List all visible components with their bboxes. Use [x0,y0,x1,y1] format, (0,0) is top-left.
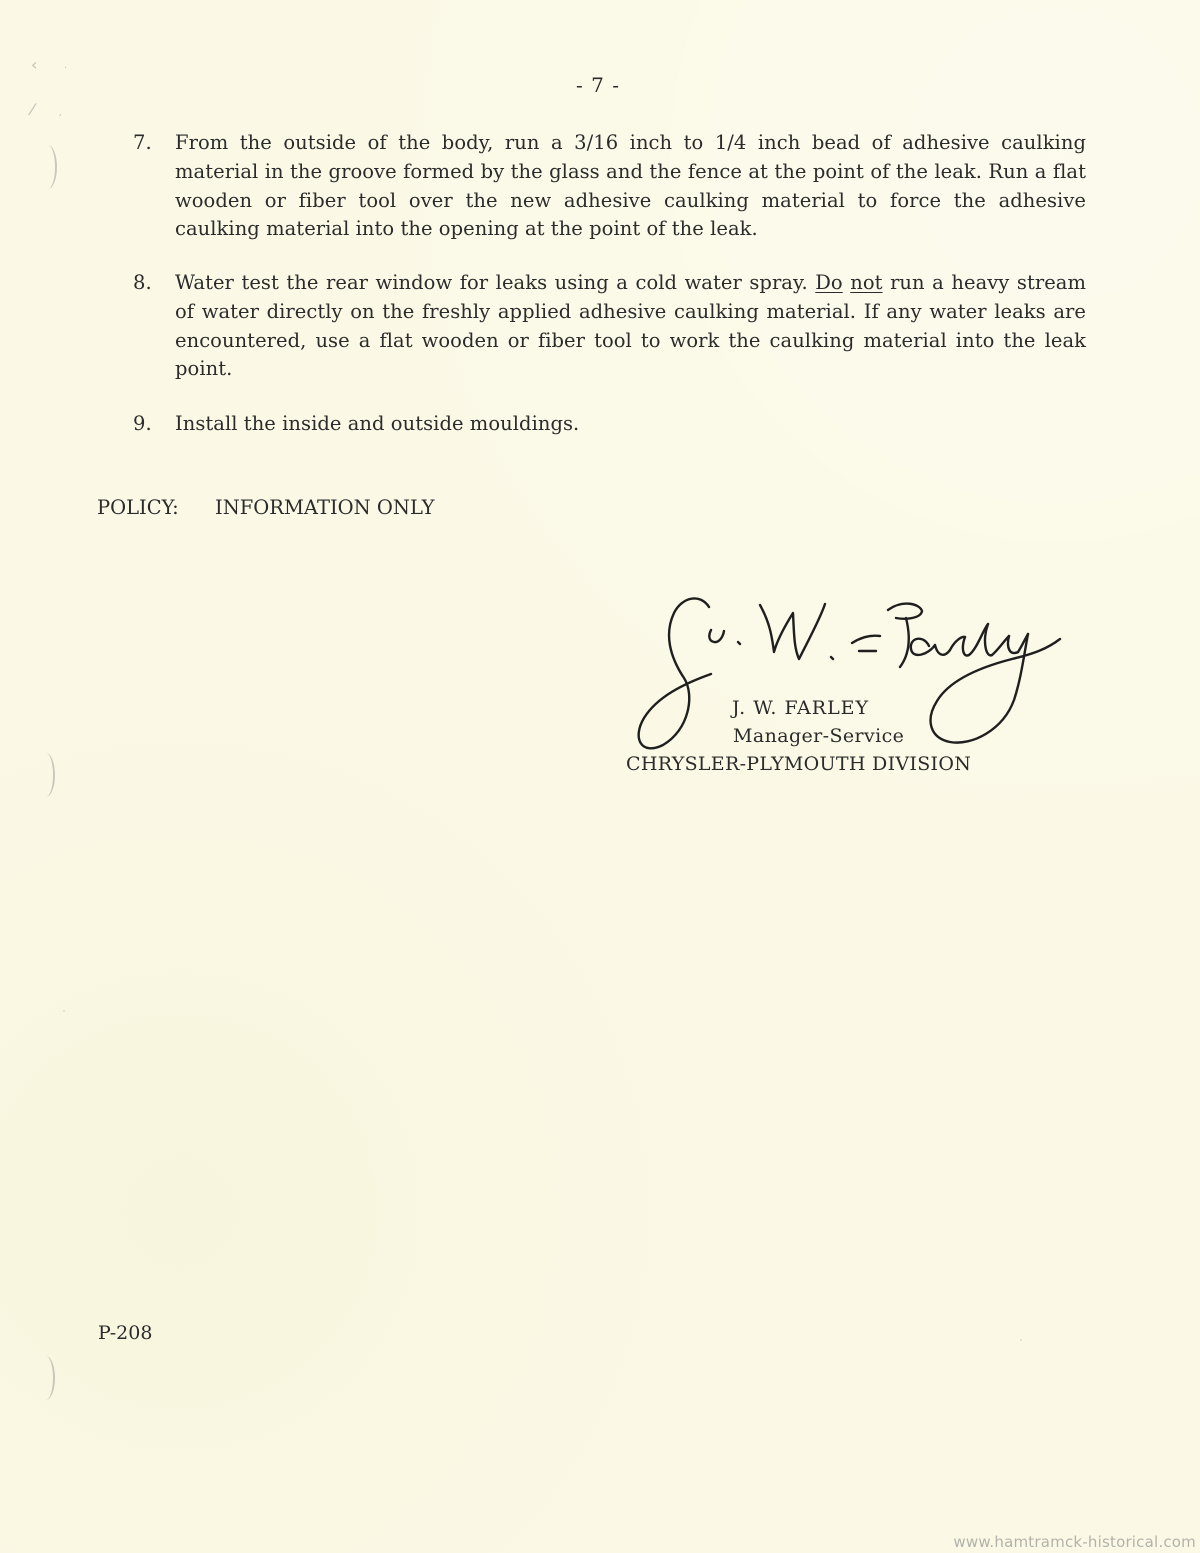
binder-hole-mark [39,145,57,189]
binder-hole-mark [37,1356,55,1400]
instruction-item-8 [133,269,1093,384]
paper-speck [1020,1339,1022,1341]
page-number: - 7 - [576,73,620,97]
emphasis-do: Do [815,271,843,294]
margin-pencil-mark: ′ [59,112,62,126]
emphasis-not: not [850,271,883,294]
item-number: 7. [133,131,152,154]
instruction-item-9 [133,410,1093,439]
instruction-item-7 [133,129,1093,244]
item-text-part: run a heavy stream of water directly on the freshly applied adhesive caulking material. If any water leaks are encountered, use a flat wooden or fiber tool to work the caulking material into the leak point. [175,271,1087,381]
binder-hole-mark [37,753,55,797]
item-number: 9. [133,412,152,435]
item-text-part: Water test the rear window for leaks using a cold water spray. [175,271,816,294]
margin-pencil-mark: ‹ [31,55,38,74]
margin-pencil-mark: ⁄ [31,100,34,119]
item-text: Install the inside and outside mouldings. [175,412,580,435]
item-text [175,269,1086,384]
policy-line [97,494,435,522]
source-watermark: www.hamtramck-historical.com [953,1533,1196,1551]
policy-label: POLICY: [97,496,179,519]
margin-pencil-mark: · [64,63,68,74]
signer-name: J. W. FARLEY [732,697,870,719]
item-text: From the outside of the body, run a 3/16 inch to 1/4 inch bead of adhesive caulking material in the groove formed by the glass and the fence at the point of the leak. Run a flat wooden or fiber tool over the new adhesive caulking material to force the adhesive caulking material into the opening at the point of the leak. [175,131,1086,241]
document-code: P-208 [98,1322,153,1344]
paper-speck [63,1010,65,1012]
signer-division: CHRYSLER-PLYMOUTH DIVISION [626,753,972,775]
item-number: 8. [133,271,152,294]
signer-title: Manager-Service [733,725,905,747]
policy-value: INFORMATION ONLY [215,496,435,519]
